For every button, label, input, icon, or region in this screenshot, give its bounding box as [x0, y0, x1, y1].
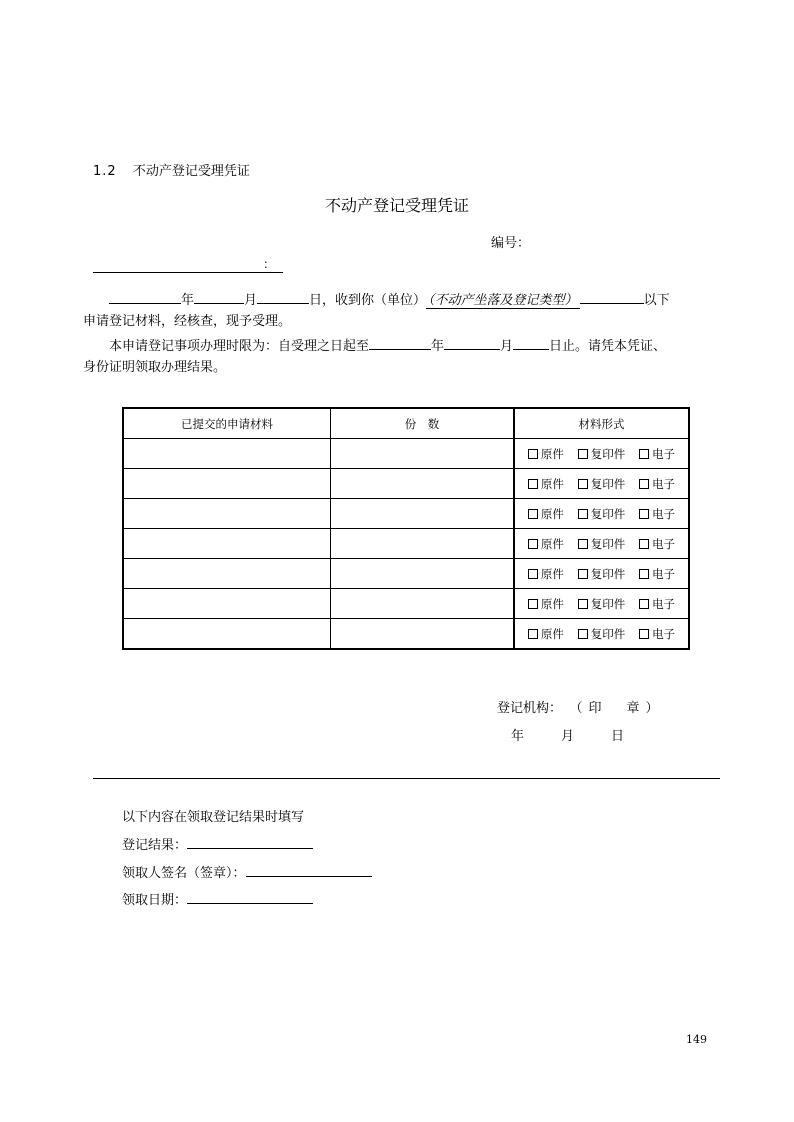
material-form-cell [514, 439, 689, 469]
form-option-label: 原件 [540, 626, 564, 641]
material-name-cell[interactable] [123, 499, 331, 529]
form-option-label: 原件 [540, 536, 564, 551]
form-option-checkbox[interactable] [639, 446, 675, 462]
section-number: 1.2 [93, 164, 117, 179]
receipt-year-blank[interactable] [109, 291, 181, 304]
day-label: 日，收到你（单位） [309, 293, 427, 308]
material-form-cell [514, 589, 689, 619]
receipt-paragraph [83, 290, 723, 332]
seal-placeholder: （印 章） [576, 701, 665, 716]
table-row [123, 589, 689, 619]
deadline-day-blank[interactable] [513, 337, 549, 350]
form-option-label: 原件 [540, 476, 564, 491]
form-option-checkbox[interactable] [639, 476, 675, 492]
form-option-checkbox[interactable] [578, 506, 626, 522]
form-option-checkbox[interactable] [528, 626, 564, 642]
property-blank[interactable] [580, 291, 644, 304]
property-location-hint[interactable]: （不动产坐落及登记类型） [428, 293, 578, 308]
deadline-prefix: 本申请登记事项办理时限为：自受理之日起至 [109, 339, 370, 354]
deadline-month-blank[interactable] [444, 337, 500, 350]
checkbox-square-icon [639, 569, 649, 579]
material-name-cell[interactable] [123, 559, 331, 589]
checkbox-square-icon [578, 599, 588, 609]
receipt-month-blank[interactable] [194, 291, 244, 304]
material-name-cell[interactable] [123, 619, 331, 650]
form-option-checkbox[interactable] [528, 446, 564, 462]
form-option-label: 电子 [652, 506, 676, 521]
form-option-checkbox[interactable] [639, 566, 675, 582]
material-name-cell[interactable] [123, 529, 331, 559]
copies-cell[interactable] [331, 499, 515, 529]
table-row [123, 439, 689, 469]
checkbox-square-icon [528, 449, 538, 459]
form-option-label: 电子 [652, 596, 676, 611]
month-label: 月 [244, 293, 258, 308]
form-option-checkbox[interactable] [639, 506, 675, 522]
form-option-label: 原件 [540, 446, 564, 461]
table-row [123, 619, 689, 650]
form-option-checkbox[interactable] [578, 596, 626, 612]
form-option-label: 电子 [652, 476, 676, 491]
checkbox-square-icon [578, 539, 588, 549]
form-option-checkbox[interactable] [639, 536, 675, 552]
checkbox-square-icon [528, 509, 538, 519]
header-form: 材料形式 [514, 408, 689, 439]
form-option-checkbox[interactable] [578, 476, 626, 492]
form-option-checkbox[interactable] [578, 566, 626, 582]
pickup-date-label: 领取日期： [122, 893, 188, 908]
issue-date [511, 725, 661, 744]
form-option-label: 复印件 [590, 506, 626, 521]
issue-day-label: 日 [611, 729, 625, 744]
page-number: 149 [686, 1033, 707, 1046]
checkbox-square-icon [528, 629, 538, 639]
checkbox-square-icon [639, 479, 649, 489]
form-option-checkbox[interactable] [528, 596, 564, 612]
form-option-label: 复印件 [590, 446, 626, 461]
material-form-cell [514, 469, 689, 499]
checkbox-square-icon [578, 479, 588, 489]
result-label: 登记结果： [122, 838, 188, 853]
form-option-label: 电子 [652, 566, 676, 581]
form-option-label: 原件 [540, 566, 564, 581]
form-option-checkbox[interactable] [578, 536, 626, 552]
material-name-cell[interactable] [123, 439, 331, 469]
document-title: 不动产登记受理凭证 [324, 196, 469, 215]
issue-year-label: 年 [511, 729, 525, 744]
receipt-day-blank[interactable] [257, 291, 309, 304]
section-heading [93, 160, 250, 179]
deadline-month-label: 月 [500, 339, 514, 354]
checkbox-square-icon [639, 599, 649, 609]
checkbox-square-icon [578, 569, 588, 579]
form-option-checkbox[interactable] [578, 446, 626, 462]
pickup-date-field[interactable] [187, 890, 313, 904]
checkbox-square-icon [528, 479, 538, 489]
copies-cell[interactable] [331, 559, 515, 589]
deadline-day-label: 日止。请凭本凭证、 [549, 339, 667, 354]
checkbox-square-icon [578, 449, 588, 459]
checkbox-square-icon [528, 599, 538, 609]
checkbox-square-icon [528, 539, 538, 549]
material-name-cell[interactable] [123, 469, 331, 499]
form-option-checkbox[interactable] [639, 596, 675, 612]
pickup-section-heading: 以下内容在领取登记结果时填写 [122, 810, 305, 825]
year-label: 年 [181, 293, 195, 308]
form-option-checkbox[interactable] [639, 626, 675, 642]
registration-org [497, 697, 665, 716]
material-form-cell [514, 499, 689, 529]
signer-field[interactable] [246, 863, 372, 877]
deadline-year-label: 年 [431, 339, 445, 354]
section-title: 不动产登记受理凭证 [132, 164, 250, 179]
form-option-label: 复印件 [590, 566, 626, 581]
addressee-colon: ： [262, 257, 275, 271]
material-form-cell [514, 619, 689, 650]
section-divider [93, 778, 720, 779]
addressee-field[interactable] [93, 258, 283, 273]
pickup-date-row [122, 889, 313, 908]
table-row [123, 499, 689, 529]
issue-month-label: 月 [561, 729, 575, 744]
material-name-cell[interactable] [123, 589, 331, 619]
para1-tail: 以下 [643, 293, 670, 308]
form-option-label: 复印件 [590, 476, 626, 491]
header-materials: 已提交的申请材料 [123, 408, 331, 439]
para2-line2: 身份证明领取办理结果。 [83, 360, 227, 375]
form-option-label: 电子 [652, 446, 676, 461]
result-row [122, 834, 313, 853]
copies-cell[interactable] [331, 469, 515, 499]
checkbox-square-icon [639, 539, 649, 549]
form-option-label: 原件 [540, 506, 564, 521]
serial-number-label: 编号： [491, 236, 531, 251]
form-option-checkbox[interactable] [528, 506, 564, 522]
checkbox-square-icon [528, 569, 538, 579]
signer-label: 领取人签名（签章）： [122, 866, 246, 881]
table-row [123, 559, 689, 589]
form-option-label: 复印件 [590, 596, 626, 611]
form-option-checkbox[interactable] [528, 566, 564, 582]
table-row [123, 529, 689, 559]
para1-line2: 申请登记材料，经核查，现予受理。 [83, 314, 292, 329]
checkbox-square-icon [639, 449, 649, 459]
table-row [123, 469, 689, 499]
signer-row [122, 862, 372, 881]
form-option-checkbox[interactable] [578, 626, 626, 642]
form-option-label: 原件 [540, 596, 564, 611]
copies-cell[interactable] [331, 619, 515, 650]
copies-cell[interactable] [331, 589, 515, 619]
checkbox-square-icon [639, 509, 649, 519]
copies-cell[interactable] [331, 529, 515, 559]
form-option-checkbox[interactable] [528, 476, 564, 492]
copies-cell[interactable] [331, 439, 515, 469]
deadline-year-blank[interactable] [369, 337, 431, 350]
deadline-paragraph [83, 336, 723, 378]
checkbox-square-icon [578, 509, 588, 519]
material-form-cell [514, 559, 689, 589]
form-option-checkbox[interactable] [528, 536, 564, 552]
org-label: 登记机构： [497, 701, 563, 716]
material-form-cell [514, 529, 689, 559]
table-header-row [123, 408, 689, 439]
form-option-label: 复印件 [590, 536, 626, 551]
result-field[interactable] [187, 835, 313, 849]
form-option-label: 电子 [652, 626, 676, 641]
header-copies: 份 数 [331, 408, 515, 439]
checkbox-square-icon [578, 629, 588, 639]
form-option-label: 复印件 [590, 626, 626, 641]
checkbox-square-icon [639, 629, 649, 639]
form-option-label: 电子 [652, 536, 676, 551]
materials-table [122, 407, 690, 650]
